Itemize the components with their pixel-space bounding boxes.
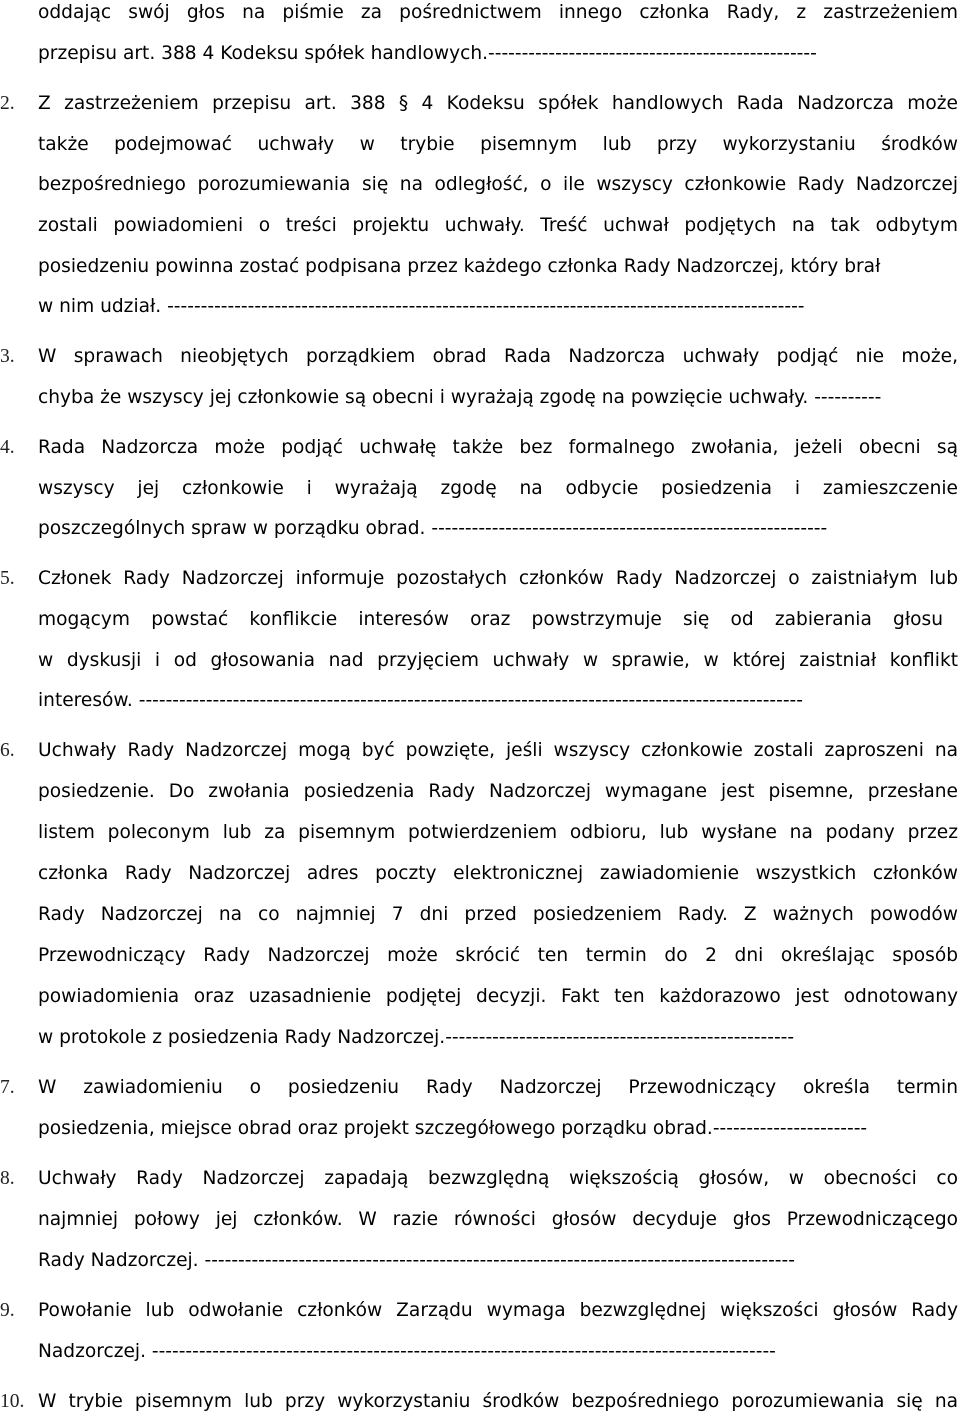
- text-line: Uchwały Rady Nadzorczej mogą być powzięte, jeśli wszyscy członkowie zostali zaproszeni na: [38, 740, 958, 761]
- text-line: w dyskusji i od głosowania nad przyjęciem uchwały w sprawie, w której zaistniał konflikt: [38, 650, 958, 671]
- text-line: Powołanie lub odwołanie członków Zarządu wymaga bezwzględnej większości głosów Rady: [38, 1300, 958, 1321]
- text-line: najmniej połowy jej członków. W razie równości głosów decyduje głos Przewodniczącego: [38, 1209, 958, 1230]
- text-line: Z zastrzeżeniem przepisu art. 388 § 4 Kodeksu spółek handlowych Rada Nadzorcza może: [38, 93, 958, 114]
- text-line: posiedzenie. Do zwołania posiedzenia Rady Nadzorczej wymagane jest pisemne, przesłane: [38, 781, 958, 802]
- text-line: bezpośredniego porozumiewania się na odległość, o ile wszyscy członkowie Rady Nadzorczej: [38, 174, 958, 195]
- text-line: W sprawach nieobjętych porządkiem obrad Rada Nadzorcza uchwały podjąć nie może,: [38, 346, 958, 367]
- text-line: chyba że wszyscy jej członkowie są obecni i wyrażają zgodę na powzięcie uchwały. ----------: [38, 387, 882, 408]
- text-line: mogącym powstać konflikcie interesów oraz powstrzymuje się od zabierania głosu: [38, 609, 943, 630]
- text-line: w protokole z posiedzenia Rady Nadzorczej.----------------------------------------------------: [38, 1027, 795, 1048]
- item-number: 10.: [0, 1391, 25, 1412]
- item-number: 2.: [0, 93, 15, 114]
- item-number: 3.: [0, 346, 15, 367]
- text-line: Rady Nadzorczej na co najmniej 7 dni przed posiedzeniem Rady. Z ważnych powodów: [38, 904, 958, 925]
- text-line: Członek Rady Nadzorczej informuje pozostałych członków Rady Nadzorczej o zaistniałym lub: [38, 568, 958, 589]
- item-number: 8.: [0, 1168, 15, 1189]
- text-line: listem poleconym lub za pisemnym potwierdzeniem odbioru, lub wysłane na podany przez: [38, 822, 958, 843]
- text-line: przepisu art. 388 4 Kodeksu spółek handlowych.-------------------------------------------------: [38, 43, 817, 64]
- text-line: Nadzorczej. ---------------------------------------------------------------------------------------------: [38, 1341, 776, 1362]
- text-line: w nim udział. -----------------------------------------------------------------------------------------------: [38, 296, 805, 317]
- text-line: W trybie pisemnym lub przy wykorzystaniu środków bezpośredniego porozumiewania się na: [38, 1391, 958, 1412]
- text-line: Uchwały Rady Nadzorczej zapadają bezwzględną większością głosów, w obecności co: [38, 1168, 958, 1189]
- text-line: członka Rady Nadzorczej adres poczty elektronicznej zawiadomienie wszystkich członków: [38, 863, 958, 884]
- item-number: 9.: [0, 1300, 15, 1321]
- text-line: posiedzeniu powinna zostać podpisana przez każdego członka Rady Nadzorczej, który brał: [38, 256, 881, 277]
- text-line: W zawiadomieniu o posiedzeniu Rady Nadzorczej Przewodniczący określa termin: [38, 1077, 958, 1098]
- item-number: 7.: [0, 1077, 15, 1098]
- text-line: Rada Nadzorcza może podjąć uchwałę także bez formalnego zwołania, jeżeli obecni są: [38, 437, 958, 458]
- text-line: Przewodniczący Rady Nadzorczej może skrócić ten termin do 2 dni określając sposób: [38, 945, 958, 966]
- text-line: zostali powiadomieni o treści projektu uchwały. Treść uchwał podjętych na tak odbytym: [38, 215, 958, 236]
- text-line: także podejmować uchwały w trybie pisemnym lub przy wykorzystaniu środków: [38, 134, 958, 155]
- text-line: posiedzenia, miejsce obrad oraz projekt szczegółowego porządku obrad.-----------------------: [38, 1118, 868, 1139]
- text-line: wszyscy jej członkowie i wyrażają zgodę na odbycie posiedzenia i zamieszczenie: [38, 478, 958, 499]
- text-line: interesów. ---------------------------------------------------------------------------------------------------: [38, 690, 803, 711]
- text-line: Rady Nadzorczej. ----------------------------------------------------------------------------------------: [38, 1250, 795, 1271]
- text-line: powiadomienia oraz uzasadnienie podjętej decyzji. Fakt ten każdorazowo jest odnotowany: [38, 986, 958, 1007]
- item-number: 6.: [0, 740, 15, 761]
- text-line: oddając swój głos na piśmie za pośrednictwem innego członka Rady, z zastrzeżeniem: [38, 2, 958, 23]
- item-number: 4.: [0, 437, 15, 458]
- item-number: 5.: [0, 568, 15, 589]
- text-line: poszczególnych spraw w porządku obrad. -----------------------------------------------------------: [38, 518, 828, 539]
